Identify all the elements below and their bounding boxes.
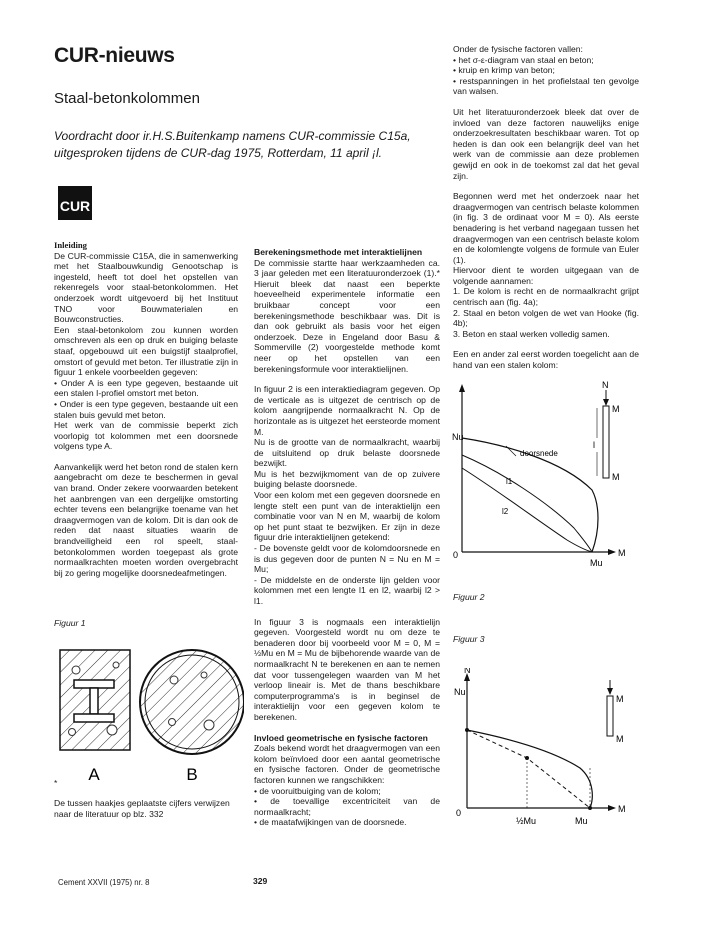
l2-label: l2 <box>502 507 509 516</box>
paragraph: Uit het literatuuronderzoek bleek dat over de invloed van deze factoren nauwelijks enige onderzoekresultaten beschikbaar waren. Tot op heden is dan ook een belangrijk deel van het werk van de commissie aan deze problemen gewijd en ook in de toekomst zal dat het geval zijn. <box>453 106 639 181</box>
column-3 <box>453 44 639 381</box>
paragraph: Hiervoor dient te worden uitgegaan van de volgende aannamen: <box>453 265 639 286</box>
figure-1-caption: Figuur 1 <box>54 618 86 628</box>
paragraph: Onder de fysische factoren vallen: <box>453 44 583 54</box>
m-bottom-label: M <box>616 734 624 744</box>
m-top-label: M <box>616 694 624 704</box>
m-axis-arrow <box>608 805 616 811</box>
paragraph: Nu is de grootte van de normaalkracht, waarbij de uitsluitend op druk belaste doorsnede bezwijkt. <box>254 437 440 469</box>
nu-label: Nu <box>452 432 464 442</box>
nu-label: Nu <box>454 687 466 697</box>
n-axis-arrow <box>459 384 465 392</box>
column-sketch <box>607 696 613 736</box>
paragraph: Aanvankelijk werd het beton rond de stalen kern aangebracht om deze te beschermen in geval van brand. Onder zekere voorwaarden betekent het aanbrengen van een dergelijke omstorting echter tevens een belangrijke toename van het draagvermogen van de kolom. Dit is dan ook de reden dat naast situaties waarin de brandveiligheid een rol speelt, staal-betonkolommen worden toegepast als grote normaalkrachten moeten worden overgebracht bij zo gering mogelijke doorsnedeafmetingen. <box>54 461 238 578</box>
list-item: • het σ-ε-diagram van staal en beton; <box>453 55 639 66</box>
paragraph: Een staal-betonkolom zou kunnen worden omschreven als een op druk en buiging belaste staaf, opgebouwd uit een buigstijf staalprofiel, omstort of gevuld met beton. Ter illustratie zijn in figuur 1 enkele voorbeelden gegeven: <box>54 324 238 378</box>
point-half-mu <box>525 756 529 760</box>
footnote: De tussen haakjes geplaatste cijfers verwijzen naar de literatuur op blz. 332 <box>54 798 230 819</box>
figure-2-caption: Figuur 2 <box>453 592 485 602</box>
page-number: 329 <box>253 876 268 886</box>
origin-label: 0 <box>453 550 459 560</box>
byline-line-2: uitgesproken tijdens de CUR-dag 1975, Rotterdam, 11 april ¡l. <box>54 146 382 160</box>
paragraph: In figuur 2 is een interaktiediagram gegeven. Op de verticale as is uitgezet de centrisch op de kolom aangrijpende normaalkracht N. Op de horizontale as is uitgezet het eersteorde moment M. <box>254 384 440 437</box>
doorsnede-label: doorsnede <box>520 449 558 458</box>
label-a: A <box>88 765 100 784</box>
list-item: • restspanningen in het profielstaal ten gevolge van walsen. <box>453 76 639 97</box>
byline <box>54 128 434 162</box>
interaction-line-l2 <box>462 468 592 552</box>
physical-factors-list <box>453 55 639 97</box>
m-axis-arrow <box>608 549 616 555</box>
m-bottom-label: M <box>612 472 620 482</box>
point-mu <box>588 806 592 810</box>
journal-reference: Cement XXVII (1975) nr. 8 <box>58 878 150 887</box>
m-label: M <box>618 548 626 558</box>
m-top-label: M <box>612 404 620 414</box>
interaction-line <box>467 730 592 808</box>
byline-line-1: Voordracht door ir.H.S.Buitenkamp namens CUR-commissie C15a, <box>54 129 411 143</box>
l1-label: l1 <box>506 477 513 486</box>
half-mu-label: ½Mu <box>516 816 537 826</box>
page-title: CUR-nieuws <box>54 44 175 67</box>
figure-2 <box>452 380 642 580</box>
figure-3 <box>452 668 642 828</box>
footnote-star: * <box>54 778 58 788</box>
paragraph: - De bovenste geldt voor de kolomdoorsnede en is dus gegeven door de punten N = Nu en M = Mu; <box>254 543 440 575</box>
mu-label: Mu <box>575 816 588 826</box>
paragraph: - De middelste en de onderste lijn gelden voor kolommen met een lengte l1 en l2, waarbij l2 > l1. <box>254 574 440 606</box>
assumption-2: 2. Staal en beton volgen de wet van Hooke (fig. 4b); <box>453 307 639 329</box>
section-b-graphic <box>140 650 244 754</box>
list-item: • de vooruitbuiging van de kolom; <box>254 786 440 797</box>
type-list <box>54 378 238 420</box>
section-heading-inleiding: Inleiding <box>54 240 87 250</box>
cur-logo <box>58 186 92 220</box>
assumption-3: 3. Beton en staal werken volledig samen. <box>453 328 610 339</box>
n-axis-label: N <box>464 668 471 675</box>
point-m0 <box>465 728 469 732</box>
list-item: • Onder A is een type gegeven, bestaande uit een stalen I-profiel omstort met beton. <box>54 378 238 399</box>
list-item: • Onder is een type gegeven, bestaande uit een stalen buis gevuld met beton. <box>54 399 238 420</box>
column-2 <box>254 247 440 828</box>
paragraph: Begonnen werd met het onderzoek naar het draagvermogen van centrisch belaste kolommen (in fig. 3 de ordinaat voor M = 0). Als eerste benadering is het verband nagegaan tussen het draagvermogen van een centrisch belaste kolom en de kolomlengte volgens de formule van Euler (1). <box>453 191 639 265</box>
article-subtitle: Staal-betonkolommen <box>54 90 200 107</box>
cur-logo-text: CUR <box>59 198 91 214</box>
origin-label: 0 <box>456 808 462 818</box>
column-sketch <box>603 406 609 478</box>
list-item: • kruip en krimp van beton; <box>453 65 639 76</box>
n-label: N <box>602 380 609 390</box>
paragraph: Zoals bekend wordt het draagvermogen van een kolom beïnvloed door een aantal geometrische en fysische factoren. Onder de geometrische factoren kunnen we rangschikken: <box>254 743 440 785</box>
figure-1 <box>54 640 244 790</box>
cur-logo-graphic <box>58 186 92 220</box>
linear-approximation <box>467 730 590 808</box>
paragraph: De commissie startte haar werkzaamheden ca. 3 jaar geleden met een literatuuronderzoek (1).* Hieruit bleek dat naast een beperkte hoeveelheid experimentele informatie een bruikbaar concept voor een berekeningsmethode beschikbaar was. Dit is dan ook gebruikt als basis voor het eigen onderzoek. Deze in Engeland door Basu & Sommerville (2) voorgestelde methode komt neer op het opstellen van een berekeningsformule voor interaktielijnen. <box>254 257 440 374</box>
paragraph: In figuur 3 is nogmaals een interaktielijn gegeven. Voorgesteld wordt nu om deze te benaderen door bij voorbeeld voor M = 0, M = ½Mu en M = Mu de bijbehorende waarde van de normaalkracht N te berekenen en aan te nemen dat voor tussengelegen waarden van M het verloop lineair is. Met de thans beschikbare computerprogramma's is in beginsel de interaktielijn voor een gegeven kolom te berekenen. <box>254 616 440 722</box>
column-1 <box>54 240 238 588</box>
paragraph: Een en ander zal eerst worden toegelicht aan de hand van een stalen kolom: <box>453 349 639 371</box>
length-label: l <box>593 440 595 450</box>
paragraph: Het werk van de commissie beperkt zich voorlopig tot kolommen met een doorsnede volgens type A. <box>54 420 238 452</box>
section-heading-invloed: Invloed geometrische en fysische factoren <box>254 732 428 743</box>
figure-3-caption: Figuur 3 <box>453 634 485 644</box>
section-heading-berekeningsmethode: Berekeningsmethode met interaktielijnen <box>254 247 423 257</box>
list-item: • de maatafwijkingen van de doorsnede. <box>254 817 440 828</box>
list-item: • de toevallige excentriciteit van de normaalkracht; <box>254 796 440 817</box>
interaction-line-l1 <box>462 455 592 552</box>
m-label: M <box>618 804 626 814</box>
paragraph: Voor een kolom met een gegeven doorsnede en lengte stelt een punt van de interaktielijn een combinatie voor van N en M, waarbij de kolom op het punt staat te bezwijken. Er zijn in deze figuur drie interaktielijnen getekend: <box>254 490 440 543</box>
assumption-1: 1. De kolom is recht en de normaalkracht grijpt centrisch aan (fig. 4a); <box>453 286 639 308</box>
paragraph: Mu is het bezwijkmoment van de op zuivere buiging belaste doorsnede. <box>254 468 440 490</box>
geometric-factors-list <box>254 786 440 828</box>
section-a-graphic <box>60 650 130 750</box>
paragraph: De CUR-commissie C15A, die in samenwerking met het Staalbouwkundig Genootschap is ingesteld, heeft tot doel het opstellen van rekenregels voor staal-betonkolommen. Het onderzoek wordt uitgevoerd bij het Instituut TNO voor Bouwmaterialen en Bouwconstructies. <box>54 250 238 325</box>
label-b: B <box>186 765 198 784</box>
mu-label: Mu <box>590 558 603 568</box>
